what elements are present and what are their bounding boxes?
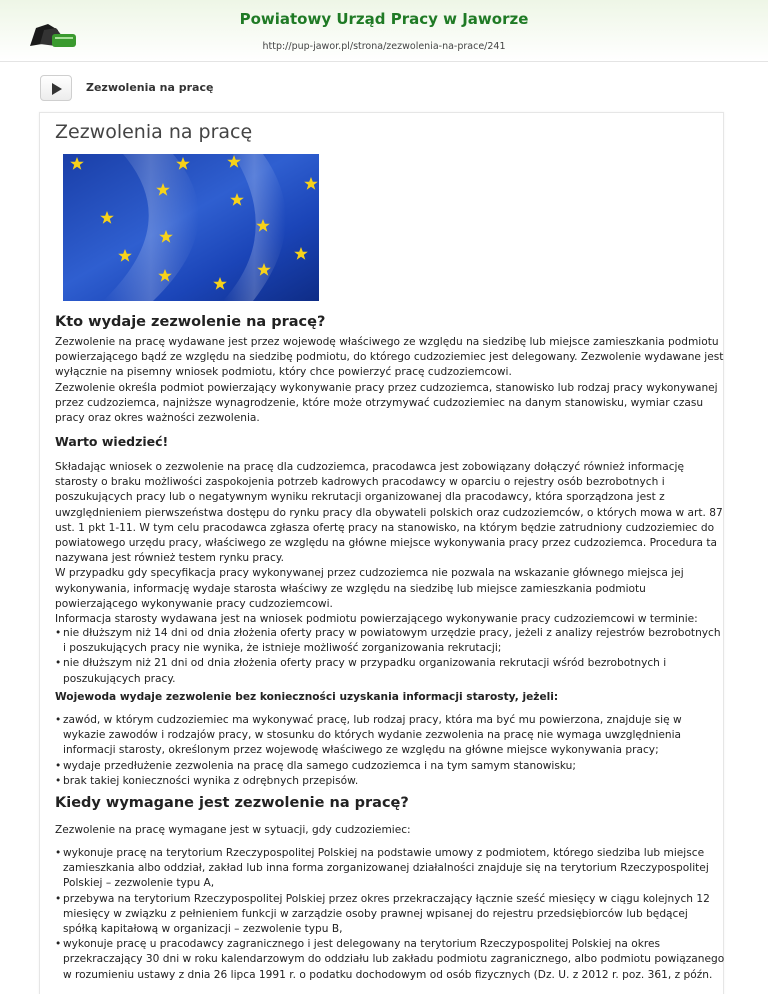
breadcrumb-label[interactable]: Zezwolenia na pracę xyxy=(86,81,214,94)
paragraph: Zezwolenie na pracę wymagane jest w sytuacji, gdy cudzoziemiec: xyxy=(55,824,411,836)
paragraph: W przypadku gdy specyfikacja pracy wykonywanej przez cudzoziemca nie pozwala na wskazanie głównego miejsca jej wykonywania, informację wydaje starosta właściwy ze względu na siedzibę lub miejsce zamieszkania podmiotu powierzającego wykonywanie pracy cudzoziemcowi. xyxy=(55,567,684,610)
section-title-when-required: Kiedy wymagane jest zezwolenie na pracę? xyxy=(55,795,409,811)
list-item: • zawód, w którym cudzoziemiec ma wykonywać pracę, lub rodzaj pracy, która ma być mu powierzona, znajduje się w wykazie zawodów i rodzajów pracy, w stosunku do których wydanie zezwolenia na pracę nie wymaga uwzględnienia informacji starosty, określonym przez wojewodę właściwego ze względu na główne miejsce wykonywania pracy; xyxy=(55,713,725,759)
paragraph: Zezwolenie na pracę wydawane jest przez wojewodę właściwego ze względu na siedzibę lub miejsce zamieszkania podmiotu powierzającego bądź ze względu na siedzibę podmiotu, do którego cudzoziemiec jest delegowany. Zezwolenie wydawane jest wyłącznie na pisemny wniosek podmiotu, który chce powierzyć pracę cudzoziemcowi. xyxy=(55,336,724,379)
paragraph: Składając wniosek o zezwolenie na pracę dla cudzoziemca, pracodawca jest zobowiązany dołączyć również informację starosty o braku możliwości zaspokojenia potrzeb kadrowych pracodawcy w oparciu o rejestry osób bezrobotnych i poszukujących pracy lub o negatywnym wyniku rekrutacji organizowanej dla pracodawcy, która sporządzona jest z uwzględnieniem pierwszeństwa dostępu do rynku pracy dla obywateli polskich oraz cudzoziemców, o których mowa w art. 87 ust. 1 pkt 1-11. W tym celu pracodawca zgłasza ofertę pracy na stanowisko, na którym będzie zatrudniony cudzoziemiec do powiatowego urzędu pracy, właściwego ze względu na główne miejsce wykonywania pracy przez cudzoziemca. Procedura ta nazywana jest również testem rynku pracy. xyxy=(55,461,723,565)
play-arrow-icon xyxy=(50,82,64,96)
list-item: • nie dłuższym niż 14 dni od dnia złożenia oferty pracy w powiatowym urzędzie pracy, jeżeli z analizy rejestrów bezrobotnych i poszukujących pracy nie wynika, że istnieje możliwość zorganizowania rekrutacji; xyxy=(55,626,725,656)
voivode-condition-heading: Wojewoda wydaje zezwolenie bez konieczności uzyskania informacji starosty, jeżeli: xyxy=(55,691,559,703)
section-body-worth-knowing xyxy=(55,460,725,627)
eu-flag-image xyxy=(63,154,319,301)
list-item: • wydaje przedłużenie zezwolenia na pracę dla samego cudzoziemca i na tym samym stanowisku; xyxy=(55,759,725,774)
permit-type-list xyxy=(55,846,725,983)
paragraph: Zezwolenie określa podmiot powierzający wykonywanie pracy przez cudzoziemca, stanowisko lub rodzaj pracy wykonywanej przez cudzoziemca, najniższe wynagrodzenie, które może otrzymywać cudzoziemiec na danym stanowisku, wymiar czasu pracy oraz okres ważności zezwolenia. xyxy=(55,381,718,425)
breadcrumb-button[interactable] xyxy=(40,75,72,101)
section-title-worth-knowing: Warto wiedzieć! xyxy=(55,434,169,449)
section-body-when-required xyxy=(55,823,725,838)
site-title: Powiatowy Urząd Pracy w Jaworze xyxy=(239,10,529,28)
list-item: • nie dłuższym niż 21 dni od dnia złożenia oferty pracy w przypadku organizowania rekrutacji wśród bezrobotnych i poszukujących pracy. xyxy=(55,656,725,686)
list-item: • wykonuje pracę na terytorium Rzeczypospolitej Polskiej na podstawie umowy z podmiotem, którego siedziba lub miejsce zamieszkania albo oddział, zakład lub inna forma zorganizowanej działalności znajduje się na terytorium Rzeczypospolitej Polskiej – zezwolenie typu A, xyxy=(55,846,725,892)
voivode-condition-list xyxy=(55,713,725,789)
site-header xyxy=(0,0,768,62)
list-item: • brak takiej konieczności wynika z odrębnych przepisów. xyxy=(55,774,725,789)
section-title-who-issues: Kto wydaje zezwolenie na pracę? xyxy=(55,314,326,330)
deadline-list xyxy=(55,626,725,687)
site-url[interactable]: http://pup-jawor.pl/strona/zezwolenia-na-prace/241 xyxy=(262,41,506,52)
list-item: • przebywa na terytorium Rzeczypospolitej Polskiej przez okres przekraczający łącznie sześć miesięcy w ciągu kolejnych 12 miesięcy w związku z pełnieniem funkcji w zarządzie osoby prawnej wpisanej do rejestru przedsiębiorców lub będącej spółką kapitałową w organizacji – zezwolenie typu B, xyxy=(55,892,725,938)
paragraph: Informacja starosty wydawana jest na wniosek podmiotu powierzającego wykonywanie pracy cudzoziemcowi w terminie: xyxy=(55,613,698,626)
page-title: Zezwolenia na pracę xyxy=(55,121,253,143)
section-body-who-issues xyxy=(55,335,725,426)
list-item: • wykonuje pracę u pracodawcy zagranicznego i jest delegowany na terytorium Rzeczypospolitej Polskiej na okres przekraczający 30 dni w roku kalendarzowym do oddziału lub zakładu podmiotu zagranicznego, albo podmiotu powiązanego w rozumieniu ustawy z dnia 26 lipca 1991 r. o podatku dochodowym od osób fizycznych (Dz. U. z 2012 r. poz. 361, z późn. xyxy=(55,937,725,983)
